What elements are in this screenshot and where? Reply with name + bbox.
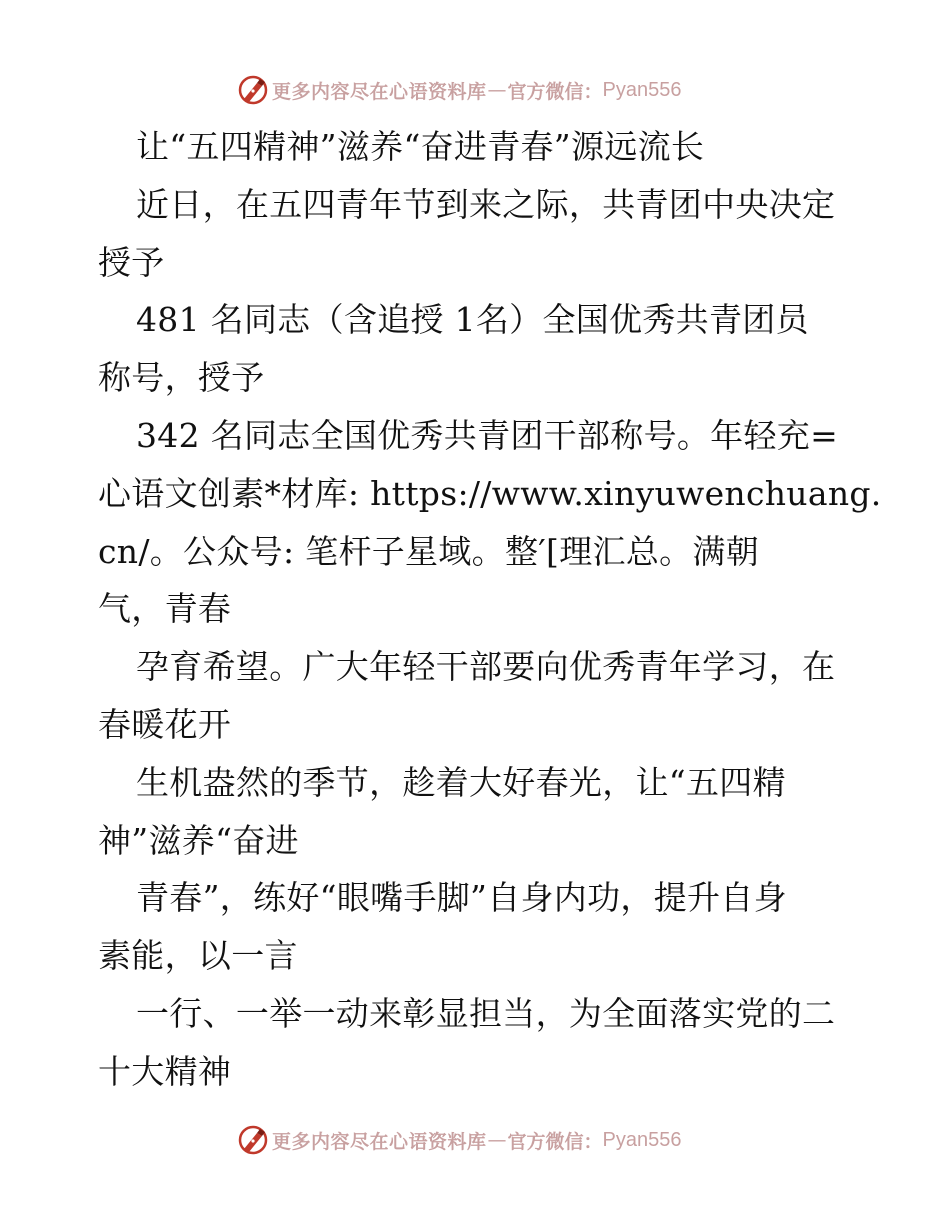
paragraph-line: 十大精神	[98, 1051, 232, 1091]
document-body	[98, 118, 882, 1101]
pen-nib-logo-icon	[236, 1123, 270, 1157]
paragraph-line: 孕育希望。广大年轻干部要向优秀青年学习，在	[136, 647, 836, 687]
paragraph-line: 近日，在五四青年节到来之际，共青团中央决定	[136, 184, 836, 224]
paragraph-line: 称号，授予	[98, 358, 265, 398]
watermark-brand-text: 更多内容尽在心语资料库	[272, 1130, 487, 1153]
paragraph-line: 授予	[98, 242, 165, 282]
watermark-separator: —	[487, 1129, 507, 1151]
paragraph-line: 气，青春	[98, 589, 232, 629]
document-title-line: 让“五四精神”滋养“奋进青春”源远流长	[136, 127, 705, 166]
watermark-wechat-id: Pyan556	[602, 78, 682, 101]
paragraph-line: 春暖花开	[98, 704, 232, 744]
header-watermark	[236, 72, 682, 108]
watermark-wechat-label: 官方微信：	[507, 80, 603, 103]
paragraph-line: 生机盎然的季节，趁着大好春光，让“五四精	[136, 762, 786, 802]
paragraph-line: 神”滋养“奋进	[98, 820, 299, 860]
paragraph-line: 一行、一举一动来彰显担当，为全面落实党的二	[136, 993, 836, 1033]
paragraph-line: 481 名同志（含追授 1名）全国优秀共青团员	[136, 300, 809, 340]
paragraph-line: 心语文创素*材库: https://www.xinyuwenchuang.	[98, 473, 882, 513]
watermark-separator: —	[487, 79, 507, 101]
pen-nib-logo-icon	[236, 73, 270, 107]
paragraph-line: 342 名同志全国优秀共青团干部称号。年轻充=	[136, 415, 839, 455]
paragraph-line: 素能，以一言	[98, 936, 298, 976]
paragraph-line: cn/。公众号: 笔杆子星域。整′[理汇总。满朝	[98, 531, 760, 571]
watermark-wechat-id: Pyan556	[602, 1128, 682, 1151]
footer-watermark	[236, 1122, 682, 1158]
paragraph-line: 青春”，练好“眼嘴手脚”自身内功，提升自身	[136, 878, 787, 918]
watermark-brand-text: 更多内容尽在心语资料库	[272, 80, 487, 103]
watermark-wechat-label: 官方微信：	[507, 1130, 603, 1153]
